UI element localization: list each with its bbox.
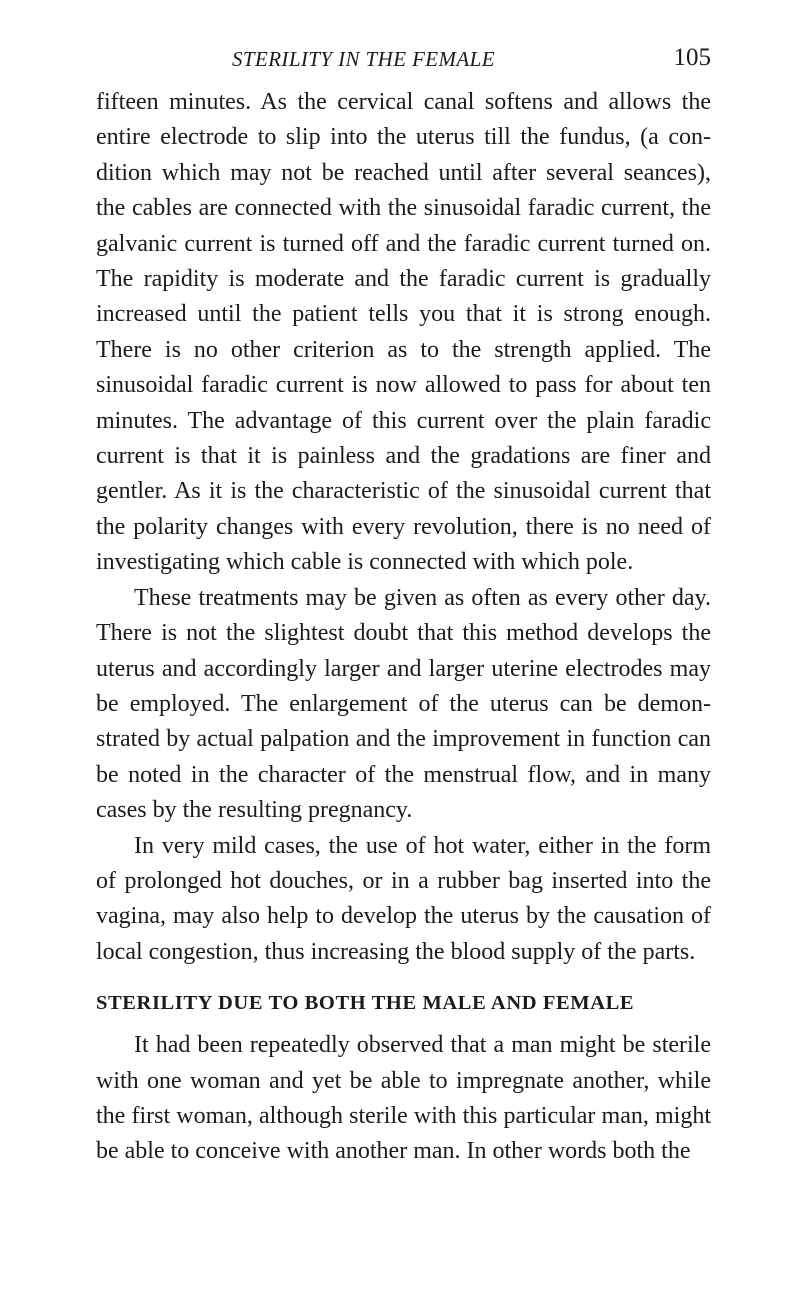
paragraph-treatments: These treatments may be given as often as every other day. There is not the slightest doubt that this method develops the uterus and accordingly larger and larger uterine electrodes may be employed. The enlargement of the uterus can be demonstrated by actual palpation and the improvement in function can be noted in the character of the menstrual flow, and in many cases by the resulting pregnancy. bbox=[96, 584, 711, 824]
paragraph-continued: fifteen minutes. As the cervical canal softens and allows the entire electrode to slip into the uterus till the fundus, (a condition which may not be reached until after several seances), the cables are connected with the sinusoidal faradic current, the galvanic current is turned off and the faradic current turned on. The rapidity is moderate and the faradic current is gradually increased until the patient tells you that it is strong enough. There is no other criterion as to the strength applied. The sinusoidal faradic current is now allowed to pass for about ten minutes. The advantage of this current over the plain faradic current is that it is painless and the gradations are finer and gentler. As it is the characteristic of the sinusoidal current that the polarity changes with every revolution, there is no need of investigating which cable is connected with which pole. bbox=[96, 89, 711, 576]
paragraph-mild-cases: In very mild cases, the use of hot water, either in the form of prolonged hot douches, or in a rubber bag inserted into the vagina, may also help to develop the uterus by the causation of local congestion, thus increasing the blood supply of the parts. bbox=[96, 832, 711, 965]
running-header bbox=[96, 44, 711, 84]
section-heading: STERILITY DUE TO BOTH THE MALE AND FEMALE bbox=[96, 992, 635, 1015]
paragraph-both-sterility: It had been repeatedly observed that a man might be sterile with one woman and yet be able to impregnate another, while the first woman, although sterile with this particular man, might be able to conceive with another man. In other words both the bbox=[96, 1032, 711, 1165]
running-title: STERILITY IN THE FEMALE bbox=[232, 47, 495, 71]
page-number: 105 bbox=[673, 44, 711, 71]
body-text bbox=[96, 85, 711, 1170]
